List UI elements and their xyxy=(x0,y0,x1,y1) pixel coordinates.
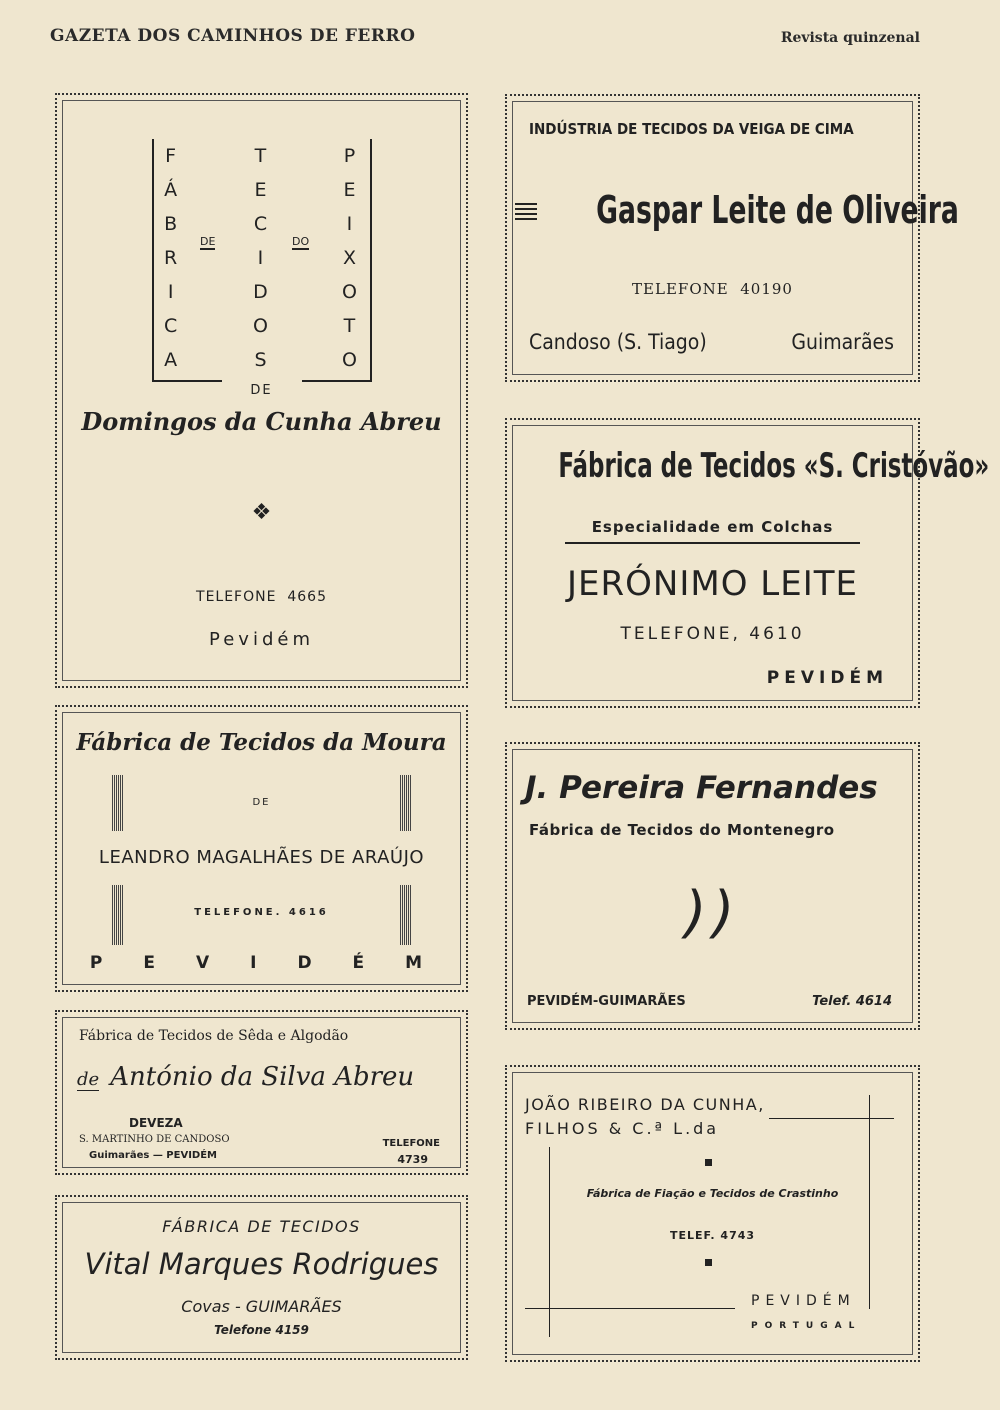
ad-pereira-fernandes xyxy=(505,742,920,1030)
ad-silva-abreu xyxy=(55,1010,468,1175)
rule-top-vertical xyxy=(869,1095,870,1119)
ad-fabrica-peixoto xyxy=(55,93,468,688)
de-prefix: de xyxy=(77,1069,100,1090)
de-label: DE xyxy=(252,797,271,808)
square-bullet-icon-2 xyxy=(705,1259,712,1266)
small-de: DE xyxy=(200,235,216,248)
location-right: Guimarães xyxy=(791,330,894,354)
rule-top xyxy=(769,1118,894,1119)
company-line-1: JOÃO RIBEIRO DA CUNHA, xyxy=(525,1095,765,1114)
column-tecidos: T E C I D O S xyxy=(253,145,269,371)
ad-fabrica-moura xyxy=(55,705,468,992)
place: PEVIDÉM xyxy=(751,1293,856,1309)
phone-label: TELEFONE xyxy=(382,1138,440,1149)
phone: 4739 xyxy=(397,1153,428,1166)
company-line-2: FILHOS & C.ª L.da xyxy=(525,1119,720,1138)
ornament-icon: ❖ xyxy=(251,500,272,525)
ad-vital-marques xyxy=(55,1195,468,1360)
address-1: DEVEZA xyxy=(129,1116,183,1130)
phone: Telefone 4159 xyxy=(214,1323,309,1337)
specialty: Especialidade em Colchas xyxy=(591,518,834,536)
company-name: de António da Silva Abreu xyxy=(77,1062,415,1092)
rule-bottom xyxy=(525,1308,735,1309)
owner-name: JERÓNIMO LEITE xyxy=(567,564,858,604)
dash-ornament-left xyxy=(515,203,537,223)
page-header-title: GAZETA DOS CAMINHOS DE FERRO xyxy=(50,26,416,46)
phone: Telef. 4614 xyxy=(812,994,892,1009)
column-peixoto: P E I X O T O xyxy=(342,145,358,371)
address-2: S. MARTINHO DE CANDOSO xyxy=(79,1134,230,1145)
factory-line: FÁBRICA DE TECIDOS xyxy=(162,1217,361,1236)
mark-logo: )) xyxy=(684,880,741,945)
company-name: Gaspar Leite de Oliveira xyxy=(507,188,918,232)
factory-title: Fábrica de Tecidos «S. Cristóvão» xyxy=(558,446,990,486)
ad-s-cristovao xyxy=(505,418,990,708)
ad-gaspar-leite xyxy=(505,94,959,382)
vertical-title-block xyxy=(152,139,372,382)
place: PEVIDÉM xyxy=(766,668,888,688)
address-3: Guimarães — PEVIDÉM xyxy=(89,1150,218,1161)
phone: TELEFONE, 4610 xyxy=(620,624,805,644)
column-fabrica: F Á B R I C A xyxy=(164,145,179,371)
factory-title: Fábrica de Tecidos da Moura xyxy=(76,729,447,756)
page-header-subtitle: Revista quinzenal xyxy=(780,30,920,46)
subtitle: Fábrica de Fiação e Tecidos de Crastinho xyxy=(586,1187,839,1200)
place: Covas - GUIMARÃES xyxy=(181,1297,342,1316)
location-left: Candoso (S. Tiago) xyxy=(529,330,707,354)
factory-line: Fábrica de Tecidos de Sêda e Algodão xyxy=(79,1028,349,1044)
small-do: DO xyxy=(292,235,310,248)
subtitle: Fábrica de Tecidos do Montenegro xyxy=(529,821,835,839)
rule-right-vertical xyxy=(869,1119,870,1309)
industry-line: INDÚSTRIA DE TECIDOS DA VEIGA DE CIMA xyxy=(529,120,854,138)
company-name: J. Pereira Fernandes xyxy=(525,770,878,806)
de-label: DE xyxy=(250,383,273,398)
country: PORTUGAL xyxy=(751,1321,862,1331)
divider-line xyxy=(565,542,860,544)
ad-joao-ribeiro xyxy=(505,1065,920,1362)
place: Pevidém xyxy=(209,629,314,650)
square-bullet-icon xyxy=(705,1159,712,1166)
phone: TELEF. 4743 xyxy=(669,1229,756,1242)
place: PEVIDÉM xyxy=(89,953,464,973)
phone: TELEFONE 40190 xyxy=(632,280,793,298)
phone: TELEFONE. 4616 xyxy=(194,907,329,918)
company-name: Vital Marques Rodrigues xyxy=(84,1247,439,1281)
place: PEVIDÉM-GUIMARÃES xyxy=(527,994,686,1009)
phone: TELEFONE 4665 xyxy=(196,589,327,605)
owner-name: LEANDRO MAGALHÃES DE ARAÚJO xyxy=(98,847,425,868)
owner-name: Domingos da Cunha Abreu xyxy=(81,407,442,436)
